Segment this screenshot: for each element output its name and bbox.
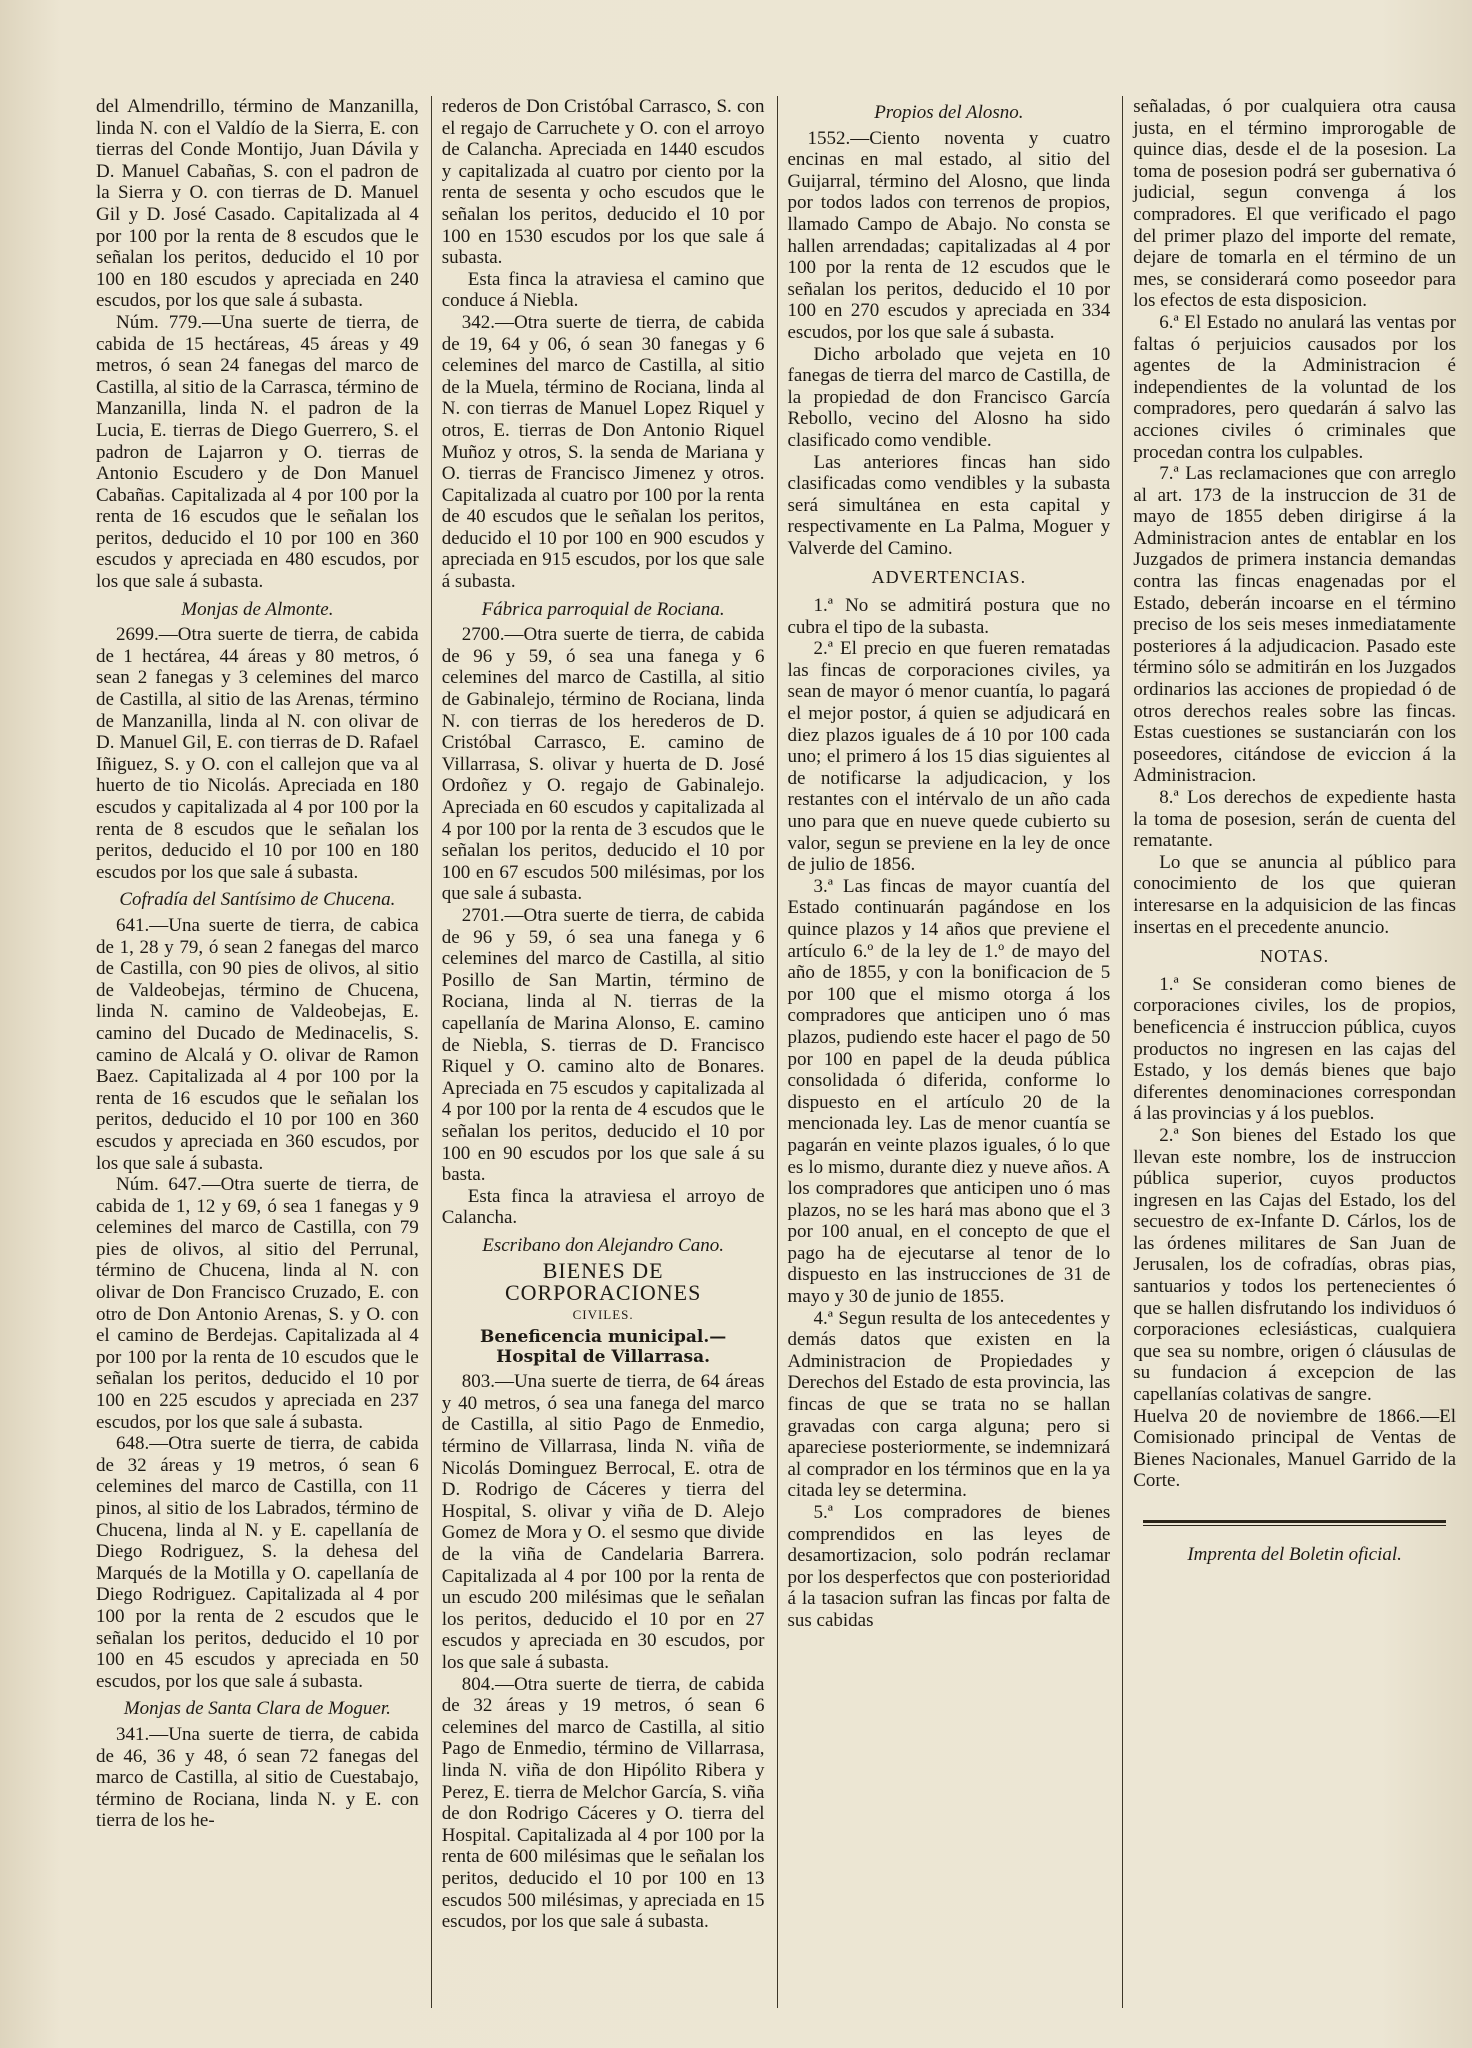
imprint-line: Imprenta del Boletin oficial. <box>1187 1544 1402 1565</box>
lot-paragraph: 2700.—Otra suerte de tierra, de cabida de 96 y 59, ó sea una fanega y 6 celemines del marco de Castilla, al sitio de Gabinalejo, término de Rociana, linda N. con tierras de los herederos de D. Cristóbal Carrasco, E. camino de Villarrasa, S. olivar y huerta de D. José Ordoñez y O. regajo de Gabinalejo. Apreciada en 60 escudos y capitalizada al 4 por 100 por la renta de 3 escudos que le señalan los peritos, deducido el 10 por 100 en 67 escudos 500 milésimas, por los que sale á subasta. <box>441 624 765 905</box>
clause-paragraph: 6.ª El Estado no anulará las ventas por faltas ó perjuicios causados por los agentes de la Administracion é independientes de la voluntad de los compradores, pero quedarán á salvo las acciones civiles ó criminales que procedan contra los culpables. <box>1133 311 1456 463</box>
notary-heading: Escribano don Alejandro Cano. <box>482 1234 724 1256</box>
signature-paragraph: Huelva 20 de noviembre de 1866.—El Comisionado principal de Ventas de Bienes Nacionales, Manuel Garrido de la Corte. <box>1133 1405 1456 1492</box>
lot-paragraph: 341.—Una suerte de tierra, de cabida de 46, 36 y 48, ó sean 72 fanegas del marco de Castilla, al sitio de Cuestabajo, término de Rociana, linda N. y E. con tierra de los he- <box>96 1723 419 1832</box>
paragraph: rederos de Don Cristóbal Carrasco, S. con el regajo de Carruchete y O. con el arroyo de Calancha. Apreciada en 1440 escudos y capitalizada al cuatro por ciento por la renta de sesenta y ocho escudos que le señalan los peritos, deducido el 10 por 100 en 1530 escudos por los que sale á subasta. <box>441 96 765 269</box>
lot-paragraph: Núm. 647.—Otra suerte de tierra, de cabida de 1, 12 y 69, ó sea 1 fanegas y 9 celemines del marco de Castilla, con 79 pies de olivos, al sitio del Perrunal, término de Chucena, linda al N. con olivar de Don Francisco Cruzado, E. con otro de Don Antonio Arenas, S. y O. con el camino de Berdejas. Capitalizada al 4 por 100 por la renta de 10 escudos que le señalan los peritos, deducido el 10 por 100 en 225 escudos y apreciada en 237 escudos, por los que sale á subasta. <box>96 1174 419 1433</box>
clause-paragraph: 7.ª Las reclamaciones que con arreglo al art. 173 de la instruccion de 31 de mayo de 1855 deben dirigirse á la Administracion antes de entablar en los Juzgados de primera instancia demandas contra las fincas enagenadas por el Estado, deberán incoarse en el término preciso de los seis meses inmediatamente posteriores á la adjudicacion. Pasado este término sólo se admitirán en los Juzgados ordinarios las acciones de propiedad ó de otros derechos reales sobre las fincas. Estas cuestiones se sustanciarán con los poseedores, citándose de eviccion á la Administracion. <box>1133 463 1456 787</box>
clause-paragraph: 3.ª Las fincas de mayor cuantía del Estado continuarán pagándose en los quince plazos y 14 años que previene el artículo 6.º de la ley de 1.º de mayo del año de 1855, y con la bonificacion de 5 por 100 que el mismo otorga á los compradores que anticipen uno ó mas plazos, pudiendo este hacer el pago de 50 por 100 en papel de la deuda pública consolidada ó diferida, conforme lo dispuesto en el artículo 20 de la mencionada ley. Las de menor cuantía se pagarán en veinte plazos iguales, ó lo que es lo mismo, durante diez y nueve años. A los compradores que anticipen uno ó mas plazos, no se les hará mas abono que el 3 por 100 anual, en el concepto de que el pago ha de ejecutarse al tenor de lo dispuesto en las instrucciones de 31 de mayo y 30 de junio de 1855. <box>787 875 1111 1308</box>
lot-paragraph: 648.—Otra suerte de tierra, de cabida de 32 áreas y 19 metros, ó sean 6 celemines del marco de Castilla, con 11 pinos, al sitio de los Labrados, término de Chucena, linda al N. y E. capellanía de Diego Rodriguez, S. la dehesa del Marqués de la Motilla y O. capellanía de Diego Rodriguez. Capitalizada al 4 por 100 por la renta de 2 escudos que le señalan los peritos, deducido el 10 por 100 en 45 escudos y apreciada en 50 escudos, por los que sale á subasta. <box>96 1433 419 1692</box>
lot-paragraph: 2701.—Otra suerte de tierra, de cabida de 96 y 59, ó sea una fanega y 6 celemines del marco de Castilla, al sitio Posillo de San Martin, término de Rociana, linda al N. tierras de la capellanía de Marina Alonso, E. camino de Niebla, S. tierras de D. Francisco Riquel y O. camino alto de Bonares. Apreciada en 75 escudos y capitalizada al 4 por 100 por la renta de 4 escudos que le señalan los peritos, deducido el 10 por 100 en 90 escudos por los que sale á su basta. <box>441 904 765 1186</box>
column-2 <box>431 96 765 2008</box>
note-paragraph: Esta finca la atraviesa el arroyo de Calancha. <box>441 1185 765 1229</box>
lot-paragraph: 1552.—Ciento noventa y cuatro encinas en mal estado, al sitio del Guijarral, término del Alosno, que linda por todos lados con terrenos de propios, llamado Campo de Abajo. No consta se hallen arrendadas; capitalizadas al 4 por 100 por la renta de 12 escudos que le señalan los peritos, deducido el 10 por 100 en 270 escudos y apreciada en 334 escudos, por los que sale á subasta. <box>787 127 1111 343</box>
clause-paragraph: 8.ª Los derechos de expediente hasta la toma de posesion, serán de cuenta del rematante. <box>1133 787 1456 852</box>
double-rule-divider <box>1143 1520 1446 1526</box>
paragraph: Las anteriores fincas han sido clasificadas como vendibles y la subasta será simultánea en esta capital y respectivamente en La Palma, Moguer y Valverde del Camino. <box>787 451 1111 559</box>
section-heading: Cofradía del Santísimo de Chucena. <box>119 889 396 911</box>
section-heading: Propios del Alosno. <box>874 102 1024 123</box>
column-1 <box>96 96 419 2008</box>
section-heading: Monjas de Santa Clara de Moguer. <box>123 1698 391 1720</box>
clause-paragraph: 4.ª Segun resulta de los antecedentes y demás datos que existen en la Administracion de Propiedades y Derechos del Estado de esta provincia, las fincas de que se trata no se hallan gravadas con carga alguna; pero si apareciese posteriormente, se indemnizará al comprador en los términos que en la ya citada ley se determina. <box>787 1307 1111 1502</box>
paragraph: Lo que se anuncia al público para conocimiento de los que quieran interesarse en la adquisicion de las fincas insertas en el precedente anuncio. <box>1133 851 1456 938</box>
lot-paragraph: Núm. 779.—Una suerte de tierra, de cabida de 15 hectáreas, 45 áreas y 49 metros, ó sean 24 fanegas del marco de Castilla, al sitio de la Carrasca, término de Manzanilla, linda N. el padron de la Lucia, E. tierras de Diego Guerrero, S. el padron de Lajarron y O. tierras de Antonio Escudero y de Don Manuel Cabañas. Capitalizada al 4 por 100 por la renta de 16 escudos que le señalan los peritos, deducido el 10 por 100 en 360 escudos y apreciada en 480 escudos, por los que sale á subasta. <box>96 311 419 593</box>
lot-paragraph: 804.—Otra suerte de tierra, de cabida de 32 áreas y 19 metros, ó sean 6 celemines del marco de Castilla, al sitio Pago de Enmedio, término de Villarrasa, linda N. viña de don Hipólito Ribera y Perez, E. tierra de Melchor García, S. viña de don Rodrigo Cáceres y O. tierra del Hospital. Capitalizada al 4 por 100 por la renta de 600 milésimas que le señalan los peritos, deducido el 10 por 100 en 13 escudos 500 milésimas, y apreciada en 15 escudos, por los que sale á subasta. <box>441 1673 765 1933</box>
clause-paragraph: 5.ª Los compradores de bienes comprendidos en las leyes de desamortizacion, solo podrán reclamar por los desperfectos que con posterioridad á la tasacion sufran las fincas por falta de sus cabidas <box>787 1502 1111 1631</box>
paragraph: del Almendrillo, término de Manzanilla, linda N. con el Valdío de la Sierra, E. con tierras del Conde Montijo, Juan Dávila y D. Manuel Cabañas, S. con el padron de la Sierra y O. con tierras de D. Manuel Gil y D. José Casado. Capitalizada al 4 por 100 por la renta de 8 escudos que le señalan los peritos, deducido el 10 por 100 en 180 escudos y apreciada en 240 escudos, por los que sale á subasta. <box>96 96 419 312</box>
section-subtitle: CIVILES. <box>572 1306 634 1322</box>
paragraph: señaladas, ó por cualquiera otra causa justa, en el término improrogable de quince dias, desde el de la posesion. La toma de posesion podrá ser gubernativa ó judicial, segun convenga á los compradores. El que verificado el pago del primer plazo del importe del remate, dejare de tomarla en el término de un mes, se considerará como poseedor para los efectos de esta disposicion. <box>1133 96 1456 312</box>
text-columns <box>96 96 1456 2008</box>
lot-paragraph: 803.—Una suerte de tierra, de 64 áreas y 40 metros, ó sea una fanega del marco de Castilla, al sitio Pago de Enmedio, término de Villarrasa, linda N. viña de Nicolás Dominguez Berrocal, E. otra de D. Rodrigo de Cáceres y tierra del Hospital, S. olivar y viña de D. Alejo Gomez de Mora y O. el sesmo que divide de la viña de Candelaria Barrera. Capitalizada al 4 por 100 por la renta de un escudo 200 milésimas que le señalan los peritos, deducido el 10 por en 27 escudos y apreciada en 30 escudos, por los que sale á subasta. <box>441 1371 765 1673</box>
note-paragraph: 2.ª Son bienes del Estado los que llevan este nombre, los de instruccion pública superior, cuyos productos ingresen en las Cajas del Estado, los del secuestro de ex-Infante D. Cárlos, los de las órdenes militares de San Juan de Jerusalen, los de cofradías, obras pias, santuarios y todos los pertenecientes ó que se hallen disfrutando los individuos ó corporaciones eclesiásticas, cualquiera que sea su nombre, origen ó cláusulas de su fundacion á excepcion de las capellanías colativas de sangre. <box>1133 1124 1456 1406</box>
lot-paragraph: 2699.—Otra suerte de tierra, de cabida de 1 hectárea, 44 áreas y 80 metros, ó sean 2 fanegas y 3 celemines del marco de Castilla, al sitio de las Arenas, término de Manzanilla, linda al N. con olivar de D. Manuel Gil, E. con tierras de D. Rafael Iñiguez, S. y O. con el callejon que va al huerto de tio Nicolás. Apreciada en 180 escudos y capitalizada al 4 por 100 por la renta de 8 escudos que le señalan los peritos, deducido el 10 por 100 en 180 escudos por los que sale á subasta. <box>96 624 419 883</box>
section-heading: Fábrica parroquial de Rociana. <box>481 598 725 620</box>
note-paragraph: Esta finca la atraviesa el camino que conduce á Niebla. <box>441 268 765 312</box>
column-3 <box>777 96 1111 2008</box>
section-title: BIENES DE CORPORACIONES <box>504 1258 702 1306</box>
paragraph: Dicho arbolado que vejeta en 10 fanegas de tierra del marco de Castilla, de la propiedad de don Francisco García Rebollo, vecino del Alosno ha sido clasificado como vendible. <box>787 343 1111 451</box>
column-4 <box>1122 96 1456 2008</box>
clause-paragraph: 2.ª El precio en que fueren rematadas las fincas de corporaciones civiles, ya sean de mayor ó menor cuantía, lo pagará el mejor postor, á quien se adjudicará en diez plazos iguales de á 10 por 100 cada uno; el primero á los 15 dias siguientes al de notificarse la adjudicacion, y los restantes con el intérvalo de un año cada uno para que en nueve quede cubierto su valor, segun se previene en la ley de once de julio de 1856. <box>787 638 1111 876</box>
institution-heading: Beneficencia municipal.—Hospital de Villarrasa. <box>480 1327 727 1368</box>
note-paragraph: 1.ª Se consideran como bienes de corporaciones civiles, los de propios, beneficencia é instruccion pública, cuyos productos no ingresen en las cajas del Estado, y los demás bienes que bajo diferentes denominaciones correspondan á las provincias y á los pueblos. <box>1133 973 1456 1125</box>
lot-paragraph: 641.—Una suerte de tierra, de cabica de 1, 28 y 79, ó sean 2 fanegas del marco de Castilla, con 90 pies de olivos, al sitio de Valdeobejas, término de Chucena, linda N. camino de Valdeobejas, E. camino del Ducado de Medinacelis, S. camino de Alcalá y O. olivar de Ramon Baez. Capitalizada al 4 por 100 por la renta de 16 escudos que le señalan los peritos, deducido el 10 por 100 en 360 escudos y apreciada en 360 escudos, por los que sale á subasta. <box>96 914 419 1174</box>
section-heading: Monjas de Almonte. <box>181 598 334 620</box>
advertencias-heading: ADVERTENCIAS. <box>871 567 1027 588</box>
notas-heading: NOTAS. <box>1260 946 1330 967</box>
lot-paragraph: 342.—Otra suerte de tierra, de cabida de 19, 64 y 06, ó sean 30 fanegas y 6 celemines del marco de Castilla, al sitio de la Muela, término de Rociana, linda al N. con tierras de Manuel Lopez Riquel y otros, E. tierras de Don Antonio Riquel Muñoz y otros, S. la senda de Mariana y O. tierras de Francisco Jimenez y otros. Capitalizada al cuatro por 100 por la renta de 40 escudos que le señalan los peritos, deducido el 10 por 100 en 900 escudos y apreciada en 915 escudos, por los que sale á subasta. <box>441 311 765 593</box>
clause-paragraph: 1.ª No se admitirá postura que no cubra el tipo de la subasta. <box>787 595 1111 638</box>
